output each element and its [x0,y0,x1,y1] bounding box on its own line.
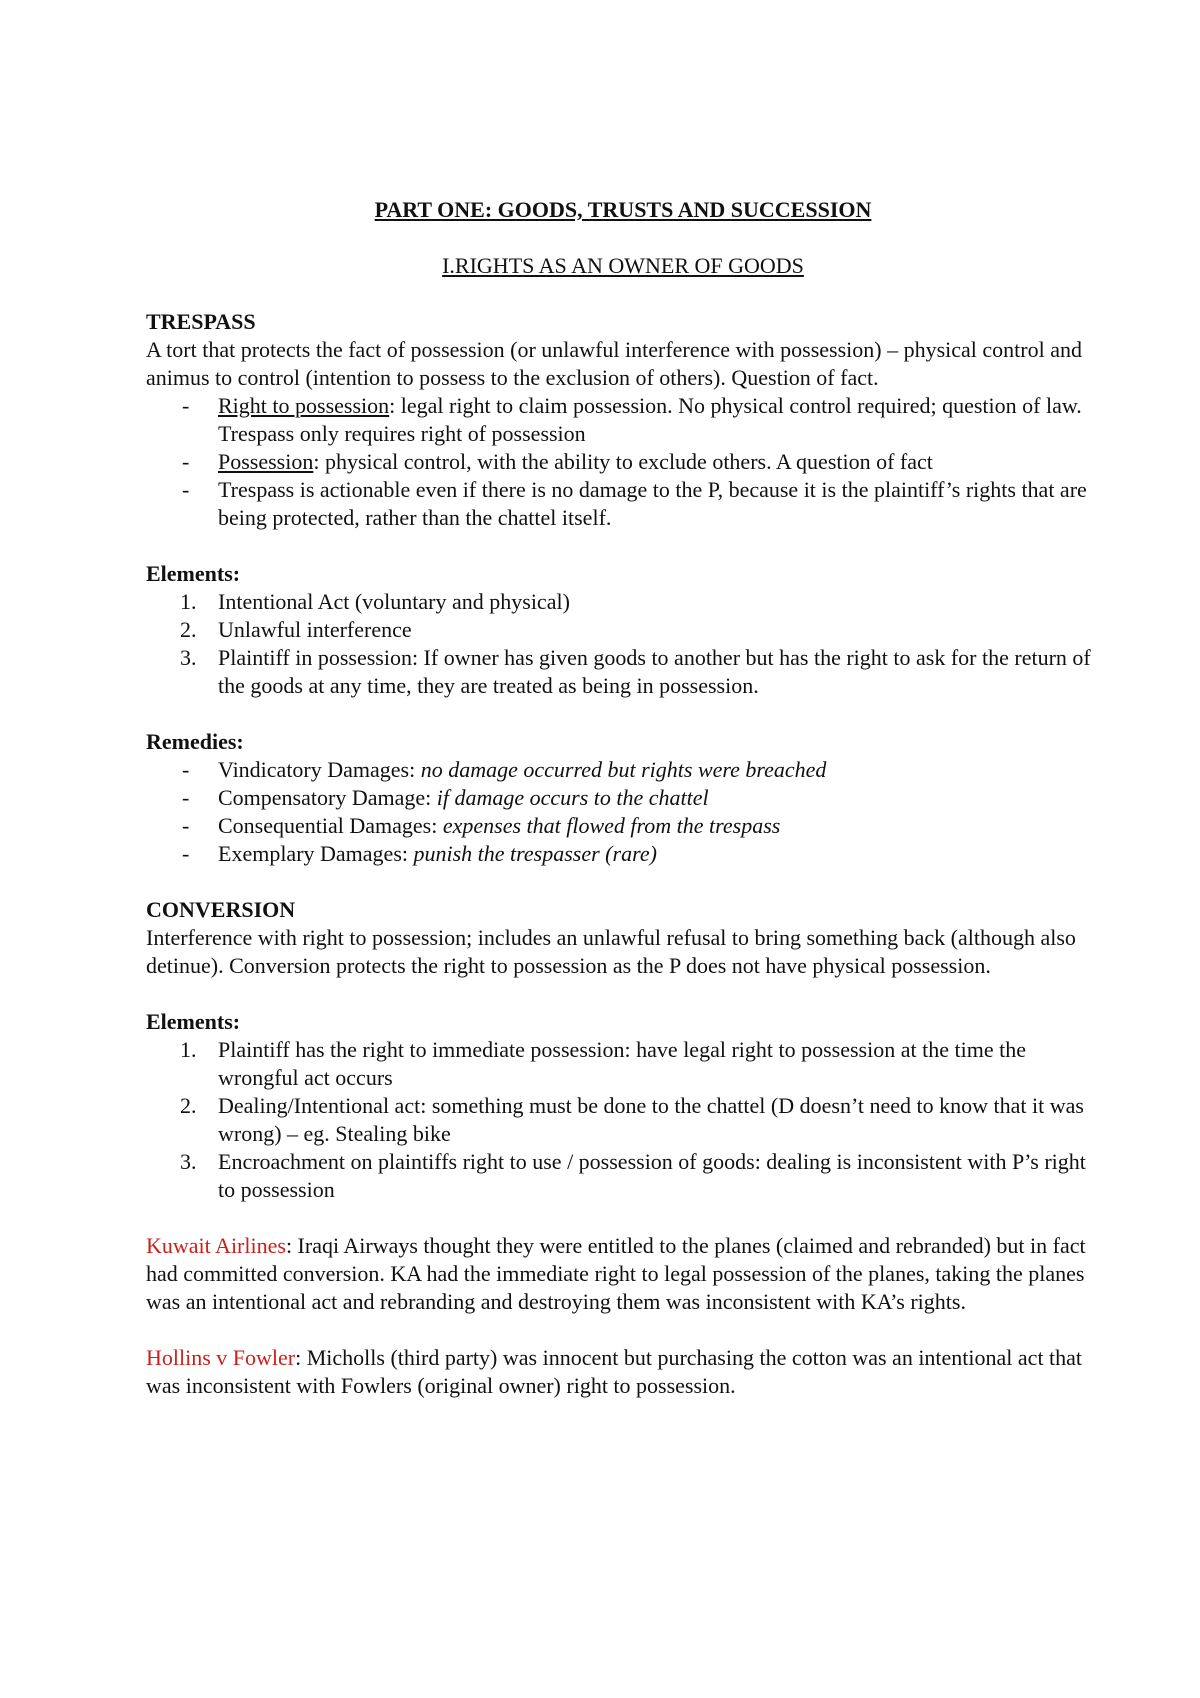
case-kuwait-airlines [146,1232,1100,1316]
case-text: : Micholls (third party) was innocent but purchasing the cotton was an intentional act that was inconsistent with Fowlers (original owner) right to possession. [146,1345,1083,1398]
dash-marker: - [182,785,190,810]
remedy-description: expenses that flowed from the trespass [442,813,781,838]
list-item [146,756,1100,784]
trespass-elements-heading: Elements: [146,561,241,586]
list-item [146,616,1100,644]
element-text: Plaintiff has the right to immediate possession: have legal right to possession at the time the wrongful act occurs [218,1037,1026,1090]
remedy-name: Consequential Damages: [218,813,443,838]
bullet-text: : legal right to claim possession. No physical control required; question of law. Trespass only requires right of possession [218,393,1082,446]
trespass-heading: TRESPASS [146,309,256,334]
conversion-elements-heading: Elements: [146,1009,241,1034]
number-marker: 2. [180,1093,197,1118]
list-item [146,448,1100,476]
list-item [146,840,1100,868]
section-title: I.RIGHTS AS AN OWNER OF GOODS [442,253,804,278]
element-text: Dealing/Intentional act: something must be done to the chattel (D doesn’t need to know that it was wrong) – eg. Stealing bike [218,1093,1084,1146]
bullet-text: Trespass is actionable even if there is no damage to the P, because it is the plaintiff’s rights that are being protected, rather than the chattel itself. [218,477,1087,530]
trespass-bullet-list [146,392,1100,532]
element-text: Intentional Act (voluntary and physical) [218,589,570,614]
number-marker: 1. [180,1037,197,1062]
case-name: Hollins v Fowler [146,1345,296,1370]
dash-marker: - [182,841,190,866]
conversion-heading: CONVERSION [146,897,296,922]
list-item [146,476,1100,532]
remedy-name: Vindicatory Damages: [218,757,421,782]
list-item [146,392,1100,448]
term-right-to-possession: Right to possession [218,393,390,418]
list-item [146,784,1100,812]
trespass-elements-list [146,588,1100,700]
remedy-description: no damage occurred but rights were breached [420,757,827,782]
element-text: Unlawful interference [218,617,412,642]
element-text: Plaintiff in possession: If owner has given goods to another but has the right to ask for the return of the goods at any time, they are treated as being in possession. [218,645,1091,698]
list-item [146,644,1100,700]
dash-marker: - [182,757,190,782]
list-item [146,588,1100,616]
element-text: Encroachment on plaintiffs right to use / possession of goods: dealing is inconsistent with P’s right to possession [218,1149,1086,1202]
dash-marker: - [182,477,190,502]
case-text: : Iraqi Airways thought they were entitled to the planes (claimed and rebranded) but in fact had committed conversion. KA had the immediate right to legal possession of the planes, taking the planes was an intentional act and rebranding and destroying them was inconsistent with KA’s rights. [146,1233,1086,1314]
number-marker: 1. [180,589,197,614]
list-item [146,1092,1100,1148]
term-possession: Possession [218,449,314,474]
document-title: PART ONE: GOODS, TRUSTS AND SUCCESSION [374,197,872,222]
bullet-text: : physical control, with the ability to exclude others. A question of fact [313,449,933,474]
trespass-intro: A tort that protects the fact of possession (or unlawful interference with possession) – physical control and animus to control (intention to possess to the exclusion of others). Question of fact. [146,337,1082,390]
conversion-intro: Interference with right to possession; includes an unlawful refusal to bring something back (although also detinue). Conversion protects the right to possession as the P does not have physical possession. [146,925,1076,978]
remedy-name: Exemplary Damages: [218,841,414,866]
number-marker: 3. [180,645,197,670]
remedy-description: punish the trespasser (rare) [413,841,657,866]
case-hollins-v-fowler [146,1344,1100,1400]
number-marker: 3. [180,1149,197,1174]
dash-marker: - [182,813,190,838]
list-item [146,812,1100,840]
dash-marker: - [182,393,190,418]
case-name: Kuwait Airlines [146,1233,286,1258]
remedies-heading: Remedies: [146,729,244,754]
remedy-description: if damage occurs to the chattel [436,785,709,810]
remedies-list [146,756,1100,868]
number-marker: 2. [180,617,197,642]
dash-marker: - [182,449,190,474]
list-item [146,1036,1100,1092]
remedy-name: Compensatory Damage: [218,785,437,810]
conversion-elements-list [146,1036,1100,1204]
list-item [146,1148,1100,1204]
